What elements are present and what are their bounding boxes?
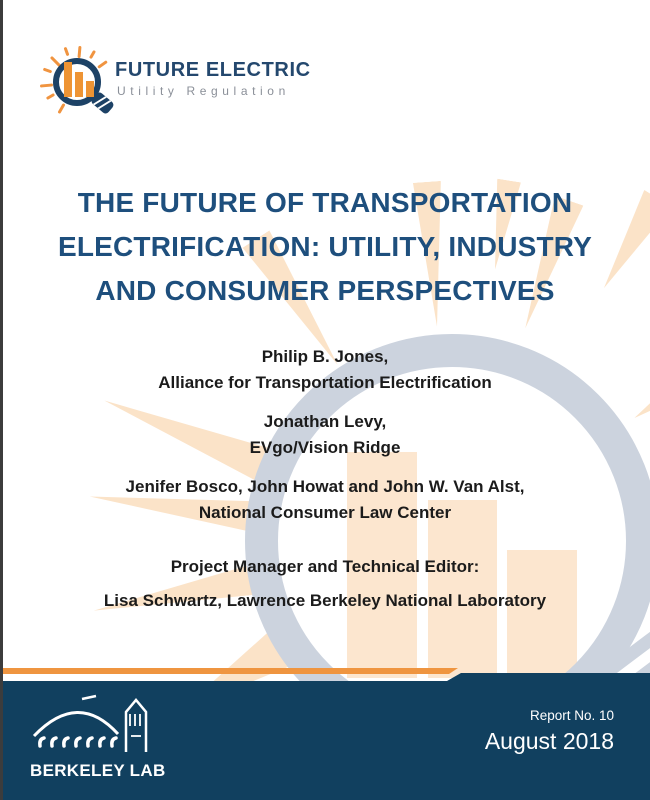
sun-ray-icon: [89, 50, 96, 59]
bar-chart-icon: [86, 81, 94, 97]
title-line: AND CONSUMER PERSPECTIVES: [95, 275, 555, 306]
berkeley-lab-logo: [30, 694, 166, 781]
bar-chart-icon: [75, 72, 83, 97]
editor-role: Project Manager and Technical Editor:: [170, 557, 480, 576]
bar-chart-icon: [64, 62, 72, 97]
author-names: Philip B. Jones,: [261, 347, 389, 366]
editor-person: Lisa Schwartz, Lawrence Berkeley National Laboratory: [103, 591, 547, 610]
report-meta: [485, 706, 614, 756]
author-entry: [0, 474, 650, 526]
author-entry: [0, 409, 650, 461]
title-line: THE FUTURE OF TRANSPORTATION: [77, 187, 573, 218]
sun-ray-icon: [46, 93, 55, 100]
report-date: August 2018: [484, 728, 614, 754]
sun-ray-icon: [77, 46, 81, 58]
report-title: [0, 181, 650, 313]
sun-ray-icon: [43, 68, 52, 74]
brand-tagline: Utility Regulation: [117, 84, 290, 98]
author-affiliation: National Consumer Law Center: [198, 503, 452, 522]
lab-name: BERKELEY LAB: [30, 761, 166, 780]
berkeley-lab-logo-icon: [30, 694, 162, 754]
sun-ray-icon: [57, 103, 65, 114]
report-number: Report No. 10: [529, 708, 614, 723]
author-affiliation: Alliance for Transportation Electrification: [158, 373, 492, 392]
author-names: Jenifer Bosco, John Howat and John W. Van Alst,: [125, 477, 525, 496]
author-names: Jonathan Levy,: [263, 412, 387, 431]
page-edge-line: [0, 0, 3, 800]
title-line: ELECTRIFICATION: UTILITY, INDUSTRY: [57, 231, 593, 262]
future-electric-logo: [35, 45, 355, 123]
footer-accent-stripe: [0, 668, 458, 674]
sun-ray-icon: [97, 60, 108, 69]
author-entry: [0, 344, 650, 396]
brand-name: FUTURE ELECTRIC: [115, 59, 311, 81]
author-affiliation: EVgo/Vision Ridge: [249, 438, 401, 457]
sun-ray-icon: [40, 83, 53, 87]
authors-section: [0, 344, 650, 614]
sun-ray-icon: [64, 47, 70, 56]
lightbulb-logo-icon: [35, 45, 121, 123]
